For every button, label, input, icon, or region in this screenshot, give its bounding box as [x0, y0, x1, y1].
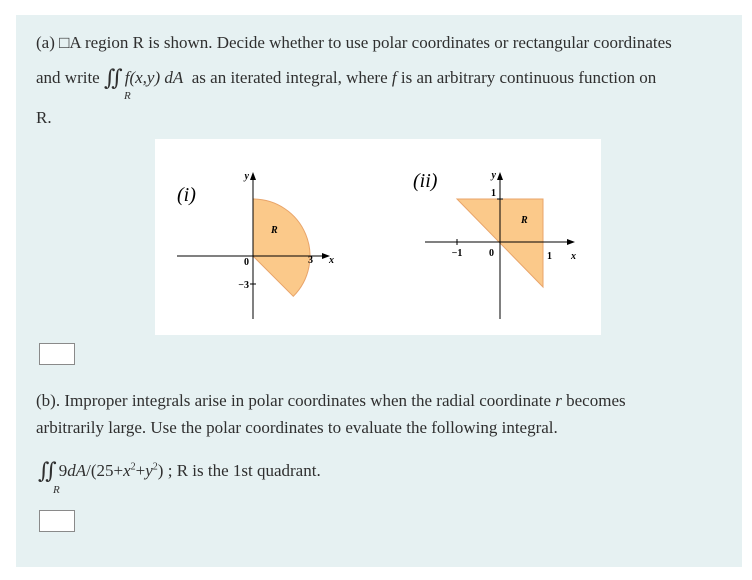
part-a-mid-text: as an iterated integral, where [191, 68, 388, 87]
integrand: f(x,y) dA [124, 68, 184, 87]
region-diagrams-svg [155, 139, 601, 335]
panel-ii-tick-neg1-label: −1 [451, 248, 463, 259]
part-a-and-write: and write [36, 68, 100, 87]
panel-ii-x-arrow [567, 239, 575, 245]
panel-ii-y-arrow [497, 172, 503, 180]
x-symbol: x [123, 461, 131, 480]
panel-ii [413, 170, 576, 319]
panel-ii-label: (ii) [413, 170, 438, 192]
panel-i-origin-label: 0 [244, 257, 249, 268]
part-a-end-text: is an arbitrary continuous function on [400, 68, 657, 87]
answer-input-b[interactable] [39, 510, 75, 532]
y-symbol: y [145, 461, 153, 480]
integrand-denominator-open: /(25+ [86, 461, 124, 480]
integrand-coefficient: 9 [58, 461, 68, 480]
panel-ii-tick-1-y-label: 1 [491, 188, 496, 199]
panel-i-y-arrow [250, 172, 256, 180]
part-a-line-3: R. [36, 108, 52, 127]
panel-i-tick-neg3-label: −3 [238, 280, 249, 291]
panel-i-x-label: x [329, 255, 334, 266]
double-integral-symbol-b: ∬ [38, 458, 53, 483]
x-exponent: 2 [130, 461, 136, 473]
panel-ii-tick-1-x-label: 1 [547, 251, 552, 262]
integral-subscript-b: R [53, 484, 60, 496]
panel-ii-region-label: R [521, 215, 528, 226]
panel-i-y-label: y [244, 171, 249, 182]
panel-i-tick-3-label: 3 [308, 255, 313, 266]
plus-sign: + [135, 461, 146, 480]
panel-i-region-label: R [271, 225, 278, 236]
part-b-line-1 [36, 391, 626, 411]
part-a-line-2 [36, 66, 656, 88]
part-b-line-1-post: becomes [566, 391, 626, 410]
double-integral-symbol: ∬ [103, 65, 119, 90]
panel-i [177, 171, 334, 319]
part-a-line-1: (a) □A region R is shown. Decide whether to use polar coordinates or rectangular coordinates [36, 33, 672, 52]
integrand-close: ) [157, 461, 164, 480]
f-symbol: f [391, 68, 397, 87]
panel-ii-origin-label: 0 [489, 248, 494, 259]
region-figure [155, 139, 601, 335]
part-b-integral [38, 459, 321, 481]
panel-i-region [253, 199, 310, 296]
integral-subscript-a: R [124, 90, 131, 102]
panel-ii-x-label: x [571, 251, 576, 262]
region-condition: ; R is the 1st quadrant. [163, 461, 321, 480]
y-exponent: 2 [152, 461, 158, 473]
panel-i-label: (i) [177, 184, 196, 206]
panel-ii-y-label: y [491, 170, 496, 181]
part-b-line-1-pre: (b). Improper integrals arise in polar coordinates when the radial coordinate [36, 391, 551, 410]
r-symbol: r [555, 391, 562, 410]
part-b-line-2: arbitrarily large. Use the polar coordinates to evaluate the following integral. [36, 418, 558, 437]
answer-input-a[interactable] [39, 343, 75, 365]
integrand-dA: dA [67, 461, 87, 480]
